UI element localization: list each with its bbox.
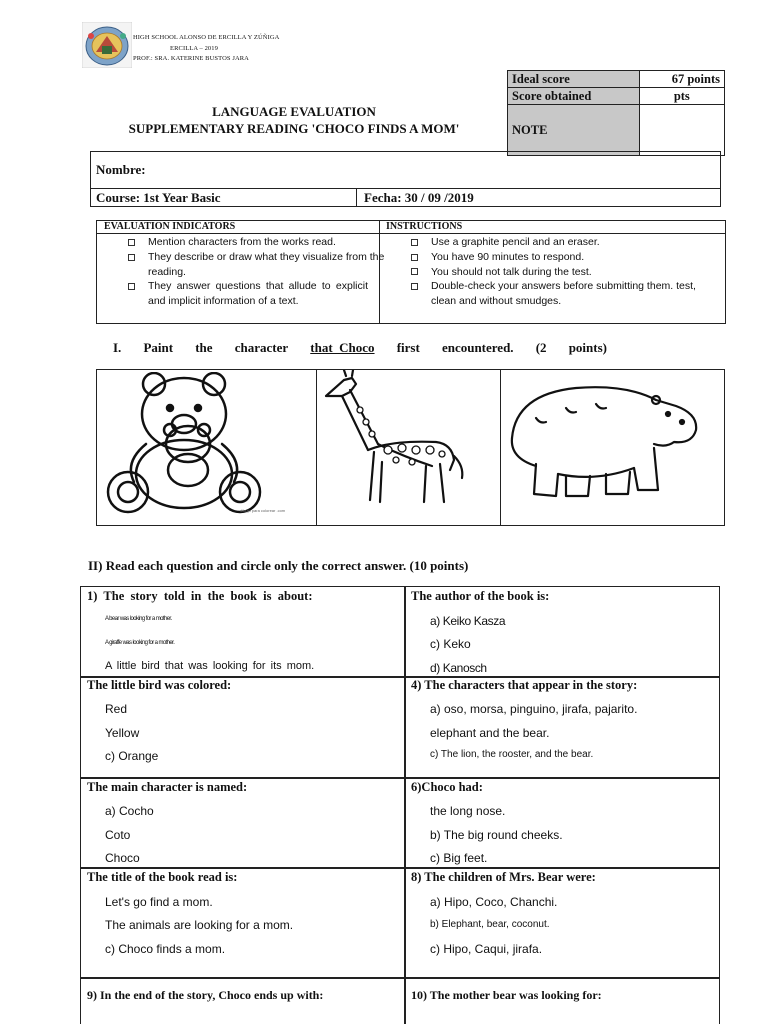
note-value[interactable] [639,105,724,156]
bullet-icon [411,254,418,261]
indicator-item: Mention characters from the works read. [148,236,336,248]
answer-option[interactable]: a) Cocho [105,804,154,818]
answer-option[interactable]: c) Big feet. [430,851,488,865]
ideal-score-label: Ideal score [508,71,640,88]
answer-option[interactable]: a) Keiko Kasza [430,614,506,628]
school-logo [82,22,132,68]
note-label: NOTE [508,105,640,156]
grid-row-line [80,867,720,869]
teacher-name: PROF.: SRA. KATERINE BUSTOS JARA [133,55,249,62]
question-6: 6)Choco had: [411,780,483,794]
bullet-icon [128,283,135,290]
instruction-item: You have 90 minutes to respond. [431,251,585,263]
page-subtitle: SUPPLEMENTARY READING 'CHOCO FINDS A MOM' [128,121,460,136]
answer-option[interactable]: A giraffe was looking for a mother. [105,640,175,646]
instruction-item: Double-check your answers before submitting them. test, clean and without smudges. [431,280,696,307]
bullet-icon [411,283,418,290]
answer-option[interactable]: c) Keko [430,637,471,651]
course-label: Course: 1st Year Basic [96,190,221,205]
giraffe-picture[interactable] [322,370,472,515]
question-2: The author of the book is: [411,589,550,603]
city-year: ERCILLA – 2019 [170,45,218,52]
section-1-word: character [234,340,289,355]
answer-option[interactable]: The animals are looking for a mom. [105,918,294,932]
score-obtained-label: Score obtained [508,88,640,105]
answer-option[interactable]: c) Hipo, Caqui, jirafa. [430,942,543,956]
indicator-item: They describe or draw what they visualize from the reading. [148,251,385,278]
section-1-word: that Choco [310,340,375,355]
answer-option[interactable]: c) The lion, the rooster, and the bear. [430,749,594,760]
section-1-word: points) [568,340,607,355]
school-name: HIGH SCHOOL ALONSO DE ERCILLA Y ZÚÑIGA [133,34,280,41]
answer-option[interactable]: c) Orange [105,749,159,763]
question-3: The little bird was colored: [87,678,232,692]
questions-grid [80,586,720,1024]
answer-option[interactable]: a) oso, morsa, pinguino, jirafa, pajarito. [430,702,638,716]
answer-option[interactable]: d) Kanosch [430,661,487,675]
answer-option[interactable]: Choco [105,851,140,865]
score-obtained-value[interactable]: pts [639,88,724,105]
question-8: 8) The children of Mrs. Bear were: [411,870,596,884]
instruction-item: Use a graphite pencil and an eraser. [431,236,600,248]
question-7: The title of the book read is: [87,870,238,884]
section-2-heading: II) Read each question and circle only the correct answer. (10 points) [88,558,469,573]
ideal-score-value: 67 points [639,71,724,88]
page-title: LANGUAGE EVALUATION [212,104,376,119]
picture-watermark: dibujo para colorear .com [240,508,286,513]
answer-option[interactable]: elephant and the bear. [430,726,550,740]
instruction-item: You should not talk during the test. [431,266,592,278]
name-label: Nombre: [96,162,146,177]
instructions-title: INSTRUCTIONS [386,221,463,232]
section-1-word: (2 [535,340,547,355]
question-4: 4) The characters that appear in the story: [411,678,638,692]
question-9: 9) In the end of the story, Choco ends up with: [87,988,324,1002]
section-1-word: Paint [143,340,174,355]
grid-row-line [80,977,720,979]
question-5: The main character is named: [87,780,248,794]
answer-option[interactable]: c) Choco finds a mom. [105,942,226,956]
question-1: 1) The story told in the book is about: [87,589,313,603]
bullet-icon [128,239,135,246]
section-1-word: the [195,340,213,355]
section-1-word: encountered. [441,340,514,355]
grid-row-line [80,777,720,779]
bullet-icon [128,254,135,261]
answer-option[interactable]: b) The big round cheeks. [430,828,563,842]
answer-option[interactable]: A bear was looking for a mother. [105,616,172,622]
section-1-word: I. [113,340,122,355]
section-1-heading [113,340,607,356]
answer-option[interactable]: A little bird that was looking for its mom. [105,660,315,672]
indicator-item: They answer questions that allude to explicit and implicit information of a text. [148,280,368,307]
answer-option[interactable]: a) Hipo, Coco, Chanchi. [430,895,558,909]
question-10: 10) The mother bear was looking for: [411,988,602,1002]
pictures-divider [316,369,317,526]
bear-with-cub-picture[interactable] [104,372,294,522]
answer-option[interactable]: b) Elephant, bear, coconut. [430,919,550,930]
bullet-icon [411,239,418,246]
answer-option[interactable]: Red [105,702,128,716]
grid-divider [404,586,406,1024]
hippo-picture[interactable] [506,378,706,508]
section-1-word: first [396,340,420,355]
date-label: Fecha: 30 / 09 /2019 [364,190,474,205]
answer-option[interactable]: the long nose. [430,804,506,818]
bullet-icon [411,268,418,275]
pictures-divider [500,369,501,526]
answer-option[interactable]: Yellow [105,726,140,740]
answer-option[interactable]: Let's go find a mom. [105,895,213,909]
indicators-title: EVALUATION INDICATORS [104,221,236,232]
answer-option[interactable]: Coto [105,828,131,842]
